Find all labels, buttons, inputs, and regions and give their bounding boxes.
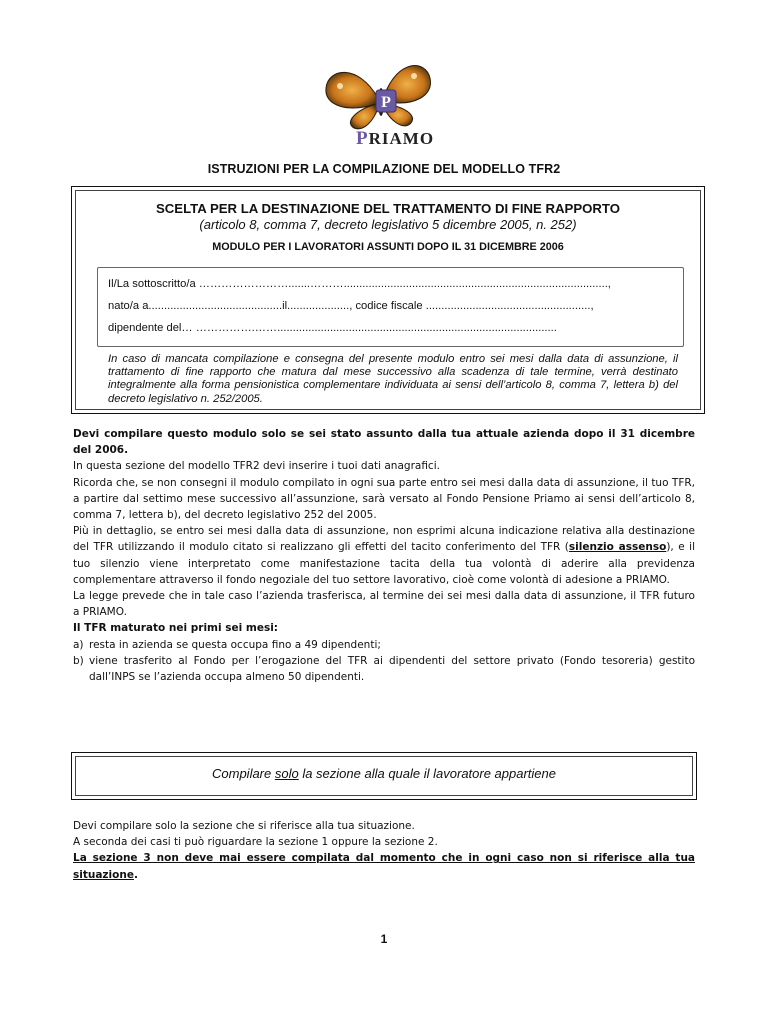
- field-name: Il/La sottoscritto/a …………………….......……….....................................................................................,: [108, 278, 611, 290]
- paragraph-1: Devi compilare questo modulo solo se sei stato assunto dalla tua attuale azienda dopo il 31 dicembre del 2006.: [73, 428, 695, 457]
- document-title: ISTRUZIONI PER LA COMPILAZIONE DEL MODELLO TFR2: [207, 162, 561, 176]
- form-box: [71, 186, 705, 414]
- closing-paragraph-2: A seconda dei casi ti può riguardare la sezione 1 oppure la sezione 2.: [73, 836, 438, 849]
- logo-wordmark: PRIAMO: [356, 128, 435, 149]
- paragraph-4: Più in dettaglio, se entro sei mesi dalla data di assunzione, non esprimi alcuna indicazione relativa alla destinazione del TFR utilizzando il modulo citato si realizzano gli effetti del tacito conferimento del TFR (silenzio assenso), e il tuo silenzio viene interpretato come manifestazione tacita della tua volontà di aderire alla previdenza complementare attraverso il fondo negoziale del tuo settore lavorativo, cioè come volontà di adesione a PRIAMO.: [73, 525, 695, 586]
- priamo-logo: [318, 58, 448, 153]
- paragraph-5: La legge prevede che in tale caso l’azienda trasferisca, al termine dei sei mesi dalla data di assunzione, il TFR futuro a PRIAMO.: [73, 590, 695, 619]
- paragraph-2: In questa sezione del modello TFR2 devi inserire i tuoi dati anagrafici.: [73, 460, 440, 473]
- silenzio-assenso: silenzio assenso: [568, 541, 667, 554]
- module-label: MODULO PER I LAVORATORI ASSUNTI DOPO IL 31 DICEMBRE 2006: [212, 241, 564, 253]
- closing-paragraph-1: Devi compilare solo la sezione che si riferisce alla tua situazione.: [73, 820, 415, 832]
- form-subheading: (articolo 8, comma 7, decreto legislativo 5 dicembre 2005, n. 252): [199, 217, 577, 232]
- paragraph-6: Il TFR maturato nei primi sei mesi:: [73, 622, 278, 635]
- personal-data-fields: [97, 267, 684, 347]
- list-item: a) resta in azienda se questa occupa fino a 49 dipendenti;: [73, 638, 381, 651]
- notice-box: [71, 752, 697, 800]
- list-item: b) viene trasferito al Fondo per l’erogazione del TFR ai dipendenti del settore privato (Fondo tesoreria) gestito dall’INPS se l’azienda occupa almeno 50 dipendenti.: [73, 654, 695, 684]
- form-heading: SCELTA PER LA DESTINAZIONE DEL TRATTAMENTO DI FINE RAPPORTO: [155, 201, 620, 216]
- closing-text: [73, 818, 695, 883]
- page-number: 1: [380, 932, 388, 946]
- butterfly-icon: [318, 58, 448, 130]
- svg-text:P: P: [381, 94, 391, 111]
- field-employer: dipendente del… …………….……..........................................................................................: [108, 322, 557, 334]
- instructions-body: [73, 426, 695, 685]
- field-birth-taxcode: nato/a a...........................................il...................., codice fiscale .....................................................,: [108, 300, 594, 312]
- notice-text: Compilare solo la sezione alla quale il lavoratore appartiene: [212, 766, 556, 781]
- form-note: In caso di mancata compilazione e consegna del presente modulo entro sei mesi dalla data di assunzione, il trattamento di fine rapporto che matura dal mese successivo alla scadenza di tale termine, verrà destinato integralmente alla forma pensionistica complementare individuata ai sensi dell’articolo 8, comma 7, lettera b) del decreto legislativo n. 252/2005.: [108, 353, 678, 405]
- paragraph-3: Ricorda che, se non consegni il modulo compilato in ogni sua parte entro sei mesi dalla data di assunzione, il tuo TFR, a partire dal settimo mese successivo all’assunzione, sarà versato al Fondo Pensione Priamo ai sensi dell’articolo 8, comma 7, lettera b), del decreto legislativo 252 del 2005.: [73, 476, 695, 522]
- closing-paragraph-3: La sezione 3 non deve mai essere compilata dal momento che in ogni caso non si riferisce alla tua situazione.: [73, 852, 695, 881]
